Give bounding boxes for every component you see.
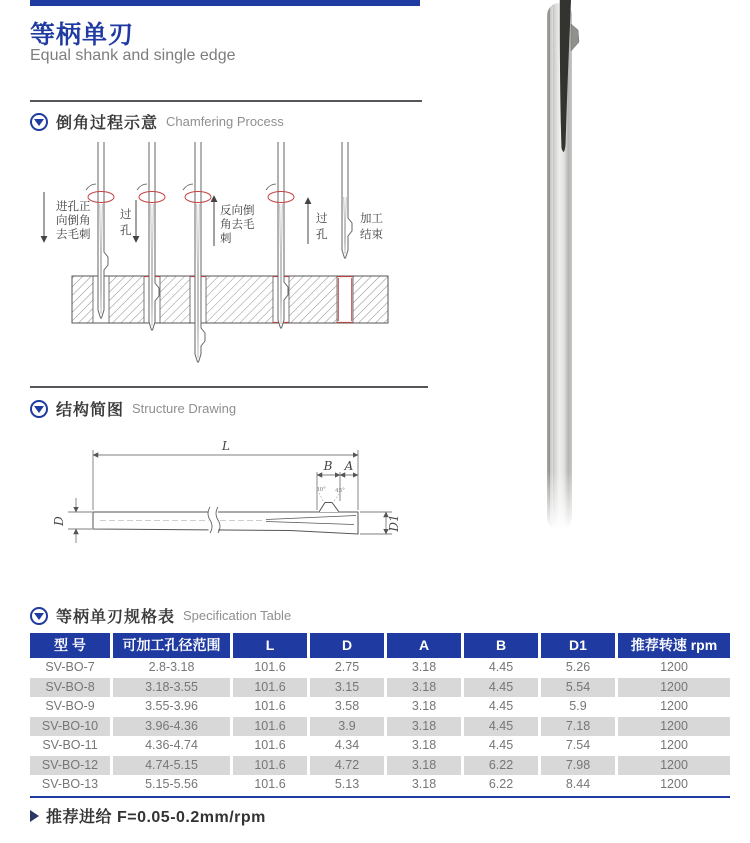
top-accent-bar (30, 0, 420, 6)
spec-table-cell: 1200 (618, 756, 730, 776)
spec-table-header-cell: 可加工孔径范围 (113, 633, 230, 658)
spec-table-cell: SV-BO-11 (42, 738, 98, 752)
section-header-structure (30, 397, 236, 420)
chamfering-process-diagram (30, 142, 430, 380)
dim-A: A (344, 459, 354, 473)
svg-text:去毛刺: 去毛刺 (56, 229, 91, 241)
table-bottom-rule (30, 796, 730, 798)
step3-label: 反向倒 (220, 205, 255, 217)
spec-table-cell: 4.74-5.15 (113, 756, 230, 776)
section-title-en: Chamfering Process (166, 114, 284, 129)
spec-table-cell: 3.18 (411, 777, 437, 791)
spec-table-cell: 3.18 (411, 738, 437, 752)
page-subtitle: Equal shank and single edge (30, 47, 236, 64)
spec-table-cell: 4.72 (310, 756, 384, 776)
spec-table-cell: 2.75 (334, 660, 360, 674)
angle-right-label: 45° (335, 488, 345, 494)
circle-triangle-icon (30, 607, 48, 625)
divider-line (30, 100, 422, 102)
section-title-cn: 等柄单刃规格表 (56, 609, 176, 626)
svg-text:角去毛: 角去毛 (220, 219, 255, 231)
step5-label: 加工 (360, 213, 383, 225)
spec-table-cell: SV-BO-8 (30, 678, 110, 698)
spec-table-cell: 4.45 (464, 678, 538, 698)
step-labels (56, 199, 383, 245)
spec-table-cell: 1200 (618, 717, 730, 737)
blade-bump (319, 503, 339, 513)
rotation-symbols (86, 184, 294, 203)
spec-table-cell: 4.45 (464, 717, 538, 737)
page-title: 等柄单刃 (30, 21, 135, 49)
spec-table-cell: 3.15 (310, 678, 384, 698)
spec-table-cell: 1200 (660, 699, 688, 713)
photo-fade (541, 470, 587, 545)
section-header-spec (30, 604, 291, 627)
spec-table-cell: 1200 (660, 777, 688, 791)
section-title-en: Specification Table (183, 608, 292, 623)
svg-text:结束: 结束 (360, 229, 383, 241)
spec-table-header-cell: B (464, 633, 538, 658)
spec-table-cell: 5.13 (334, 777, 360, 791)
spec-table-cell: 3.55-3.96 (145, 699, 198, 713)
spec-table-cell: 6.22 (464, 756, 538, 776)
svg-text:孔: 孔 (316, 229, 328, 241)
spec-table-cell: 4.45 (488, 738, 514, 752)
spec-table-header-cell: A (387, 633, 461, 658)
tool-blade-bump (571, 24, 579, 51)
spec-table-cell: SV-BO-13 (41, 777, 99, 791)
spec-table-cell: 101.6 (254, 738, 286, 752)
spec-table-cell: 7.18 (541, 717, 615, 737)
dim-B: B (323, 459, 333, 473)
footnote-text: 推荐进给 F=0.05-0.2mm/rpm (46, 809, 266, 826)
circle-triangle-icon (30, 400, 48, 418)
step2-label: 过 (120, 209, 132, 221)
svg-text:向倒角: 向倒角 (56, 215, 91, 227)
spec-table-cell: 1200 (660, 660, 688, 674)
spec-table-cell: 7.98 (541, 756, 615, 776)
spec-table-cell: 3.18 (387, 756, 461, 776)
spec-table-cell: 3.18-3.55 (113, 678, 230, 698)
angle-left-label: 30° (316, 487, 326, 493)
spec-table-cell: 1200 (660, 738, 688, 752)
spec-table-cell: 101.6 (254, 660, 286, 674)
spec-table-cell: 7.54 (565, 738, 591, 752)
tool-step5 (342, 142, 352, 258)
spec-table-header-cell: D1 (541, 633, 615, 658)
tool-step3 (195, 142, 205, 362)
product-photo (541, 0, 587, 545)
spec-table-cell: 8.44 (565, 777, 591, 791)
structure-drawing (40, 428, 450, 576)
spec-table-cell: 3.18 (411, 660, 437, 674)
spec-table-cell: 3.18 (411, 699, 437, 713)
spec-table-cell: 3.96-4.36 (113, 717, 230, 737)
spec-table-header-cell: D (310, 633, 384, 658)
circle-triangle-icon (30, 113, 48, 131)
footnote (30, 804, 266, 827)
section-title-cn: 结构简图 (56, 402, 125, 419)
section-header-process (30, 110, 284, 133)
spec-table-cell: 101.6 (233, 717, 307, 737)
spec-table-cell: 2.8-3.18 (148, 660, 195, 674)
spec-table-cell: 6.22 (488, 777, 514, 791)
svg-text:孔: 孔 (120, 225, 132, 237)
spec-table-cell: 3.18 (387, 678, 461, 698)
divider-line (30, 386, 428, 388)
spec-table-cell: 3.9 (310, 717, 384, 737)
section-title-cn: 倒角过程示意 (56, 115, 159, 132)
spec-table-cell: SV-BO-7 (45, 660, 95, 674)
spec-table-cell: 3.58 (334, 699, 360, 713)
spec-table-cell: SV-BO-10 (30, 717, 110, 737)
spec-table-cell: 5.15-5.56 (145, 777, 198, 791)
dim-L: L (222, 439, 230, 453)
spec-table-cell: 4.34 (334, 738, 360, 752)
spec-table-header-cell: 型 号 (30, 633, 110, 658)
spec-table-header-cell: 推荐转速 rpm (618, 633, 730, 658)
section-title-en: Structure Drawing (132, 401, 237, 416)
spec-table-cell: SV-BO-12 (30, 756, 110, 776)
spec-table-cell: 101.6 (254, 777, 286, 791)
workpiece-plate (72, 276, 388, 323)
step4-label: 过 (316, 213, 328, 225)
spec-table-cell: 5.26 (565, 660, 591, 674)
spec-table-cell: 5.54 (541, 678, 615, 698)
tool-highlight (550, 6, 553, 522)
spec-table-cell: 5.9 (569, 699, 587, 713)
deburring-tools (98, 142, 352, 362)
right-triangle-icon (30, 810, 39, 822)
spec-table-cell: 4.45 (488, 699, 514, 713)
spec-table-cell: SV-BO-9 (45, 699, 95, 713)
svg-text:刺: 刺 (220, 233, 232, 245)
spec-table-cell: 101.6 (254, 699, 286, 713)
spec-table-cell: 1200 (618, 678, 730, 698)
step1-label: 进孔正 (56, 201, 91, 213)
spec-table-cell: 101.6 (233, 678, 307, 698)
dim-D: D (52, 516, 66, 526)
spec-table-cell: 101.6 (233, 756, 307, 776)
spec-table (30, 633, 730, 795)
spec-table-cell: 4.36-4.74 (145, 738, 198, 752)
spec-table-cell: 4.45 (488, 660, 514, 674)
spec-table-header-cell: L (233, 633, 307, 658)
spec-table-cell: 3.18 (387, 717, 461, 737)
dim-D1: D1 (387, 514, 401, 532)
